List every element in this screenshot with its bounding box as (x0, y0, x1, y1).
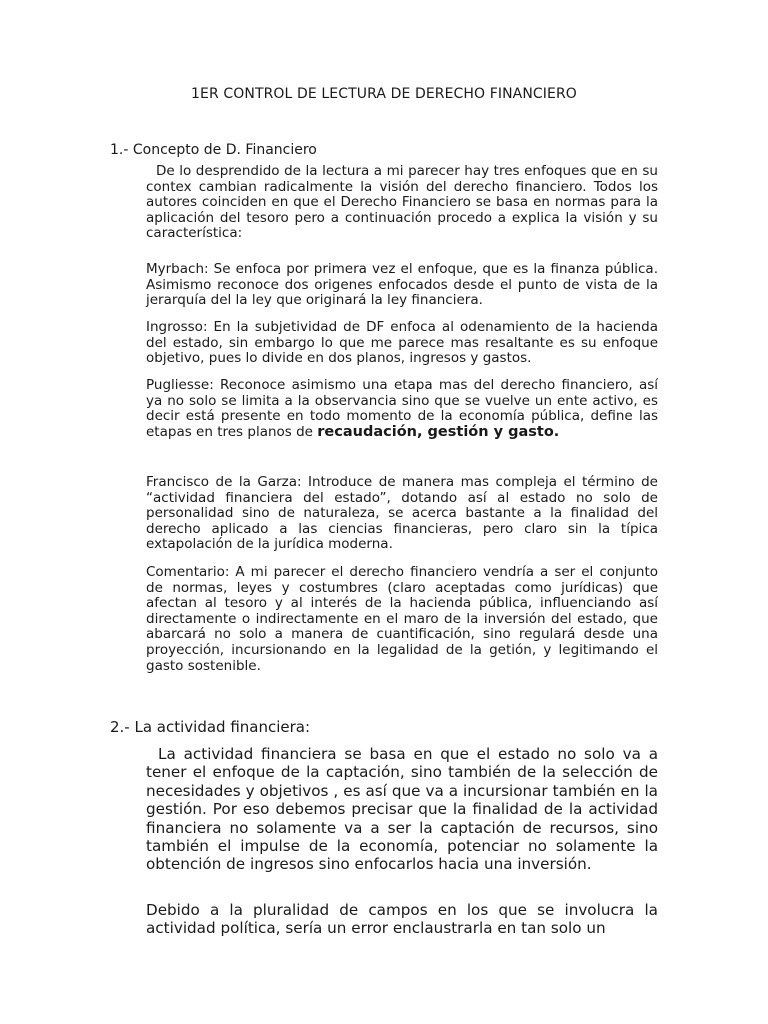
paragraph-pugliesse (146, 378, 658, 440)
section-2-heading: 2.- La actividad financiera: (110, 718, 311, 736)
paragraph-de-la-garza: Francisco de la Garza: Introduce de manera mas compleja el término de “actividad financiera del estado”, dotando así al estado no solo de personalidad sino de naturaleza, se acerca bastante a la finalidad del derecho aplicado a las ciencias financieras, pero claro sin la típica extapolación de la jurídica moderna. (146, 474, 658, 553)
section-1-heading: 1.- Concepto de D. Financiero (110, 142, 317, 158)
paragraph-ingrosso: Ingrosso: En la subjetividad de DF enfoca al odenamiento de la hacienda del estado, sin embargo lo que me parece mas resaltante es su enfoque objetivo, pues lo divide en dos planos, ingresos y gastos. (146, 319, 658, 367)
paragraph-actividad-financiera: La actividad financiera se basa en que el estado no solo va a tener el enfoque de la captación, sino también de la selección de necesidades y objetivos , es así que va a incursionar también en la gestión. Por eso debemos precisar que la finalidad de la actividad financiera no solamente va a ser la captación de recursos, sino también el impulse de la economía, potenciar no solamente la obtención de ingresos sino enfocarlos hacia una inversión. (146, 745, 658, 874)
pugliesse-text: Pugliesse: Reconoce asimismo una etapa mas del derecho financiero, así ya no solo se limita a la observancia sino que se vuelve un ente activo, es decir está presente en todo momento de la economía pública, define las etapas en tres planos de (146, 377, 658, 440)
paragraph-comentario: Comentario: A mi parecer el derecho financiero vendría a ser el conjunto de normas, leyes y costumbres (claro aceptadas como jurídicas) que afectan al tesoro y al interés de la hacienda pública, influenciando así directamente o indirectamente en el maro de la inversión del estado, que abarcará no solo a manera de cuantificación, sino regulará desde una proyección, incursionando en la legalidad de la getión, y legitimando el gasto sostenible. (146, 564, 658, 674)
paragraph-myrbach: Myrbach: Se enfoca por primera vez el enfoque, que es la finanza pública. Asimismo reconoce dos origenes enfocados desde el punto de vista de la jerarquía del la ley que originará la ley financiera. (146, 261, 658, 309)
pugliesse-bold-text: recaudación, gestión y gasto. (317, 423, 560, 440)
document-title: 1ER CONTROL DE LECTURA DE DERECHO FINANCIERO (191, 86, 577, 102)
paragraph-pluralidad: Debido a la pluralidad de campos en los que se involucra la actividad política, sería un error enclaustrarla en tan solo un (146, 901, 658, 938)
paragraph-intro: De lo desprendido de la lectura a mi parecer hay tres enfoques que en su contex cambian radicalmente la visión del derecho financiero. Todos los autores coinciden en que el Derecho Financiero se basa en normas para la aplicación del tesoro pero a continuación procedo a explica la visión y su característica: (146, 163, 658, 242)
